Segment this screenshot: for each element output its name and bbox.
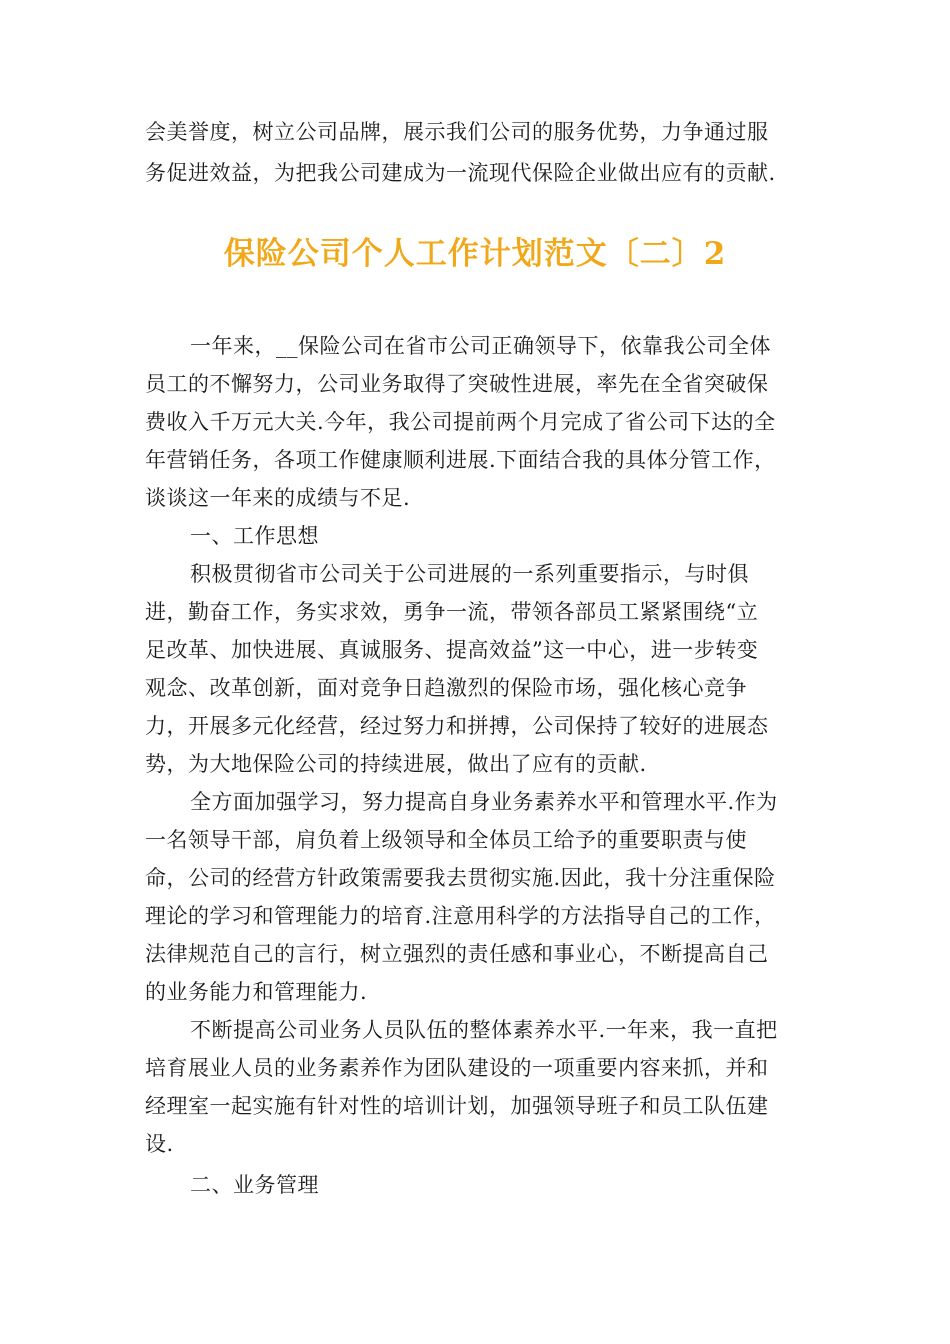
paragraph-line: 年营销任务，各项工作健康顺利进展.下面结合我的具体分管工作， — [145, 448, 776, 472]
paragraph-line: 一年来，__保险公司在省市公司正确领导下，依靠我公司全体 — [190, 334, 771, 358]
paragraph-line: 势，为大地保险公司的持续进展，做出了应有的贡献. — [145, 752, 647, 776]
paragraph-line: 足改革、加快进展、真诚服务、提高效益”这一中心，进一步转变 — [145, 638, 759, 662]
paragraph-line: 培育展业人员的业务素养作为团队建设的一项重要内容来抓，并和 — [145, 1056, 769, 1080]
section-heading: 一、工作思想 — [190, 524, 319, 548]
paragraph-line: 理论的学习和管理能力的培育.注意用科学的方法指导自己的工作， — [145, 904, 776, 928]
paragraph-line: 的业务能力和管理能力. — [145, 980, 368, 1004]
paragraph-line: 员工的不懈努力，公司业务取得了突破性进展，率先在全省突破保 — [145, 372, 769, 396]
paragraph-line: 进，勤奋工作，务实求效，勇争一流，带领各部员工紧紧围绕“立 — [145, 600, 759, 624]
paragraph-line: 法律规范自己的言行，树立强烈的责任感和事业心，不断提高自己 — [145, 942, 769, 966]
paragraph-line: 积极贯彻省市公司关于公司进展的一系列重要指示，与时俱 — [190, 562, 749, 586]
paragraph-line: 不断提高公司业务人员队伍的整体素养水平.一年来，我一直把 — [190, 1018, 778, 1042]
paragraph-line: 一名领导干部，肩负着上级领导和全体员工给予的重要职责与使 — [145, 828, 747, 852]
document-title: 保险公司个人工作计划范文〔二〕2 — [223, 236, 727, 272]
continuation-line: 务促进效益，为把我公司建成为一流现代保险企业做出应有的贡献. — [145, 161, 776, 185]
section-heading: 二、业务管理 — [190, 1173, 319, 1197]
paragraph-line: 观念、改革创新，面对竞争日趋激烈的保险市场，强化核心竞争 — [145, 676, 747, 700]
paragraph-line: 谈谈这一年来的成绩与不足. — [145, 486, 411, 510]
paragraph-line: 设. — [145, 1132, 174, 1156]
paragraph-line: 全方面加强学习，努力提高自身业务素养水平和管理水平.作为 — [190, 790, 778, 814]
continuation-line: 会美誉度，树立公司品牌，展示我们公司的服务优势，力争通过服 — [145, 120, 769, 144]
paragraph-line: 经理室一起实施有针对性的培训计划，加强领导班子和员工队伍建 — [145, 1094, 769, 1118]
paragraph-line: 命，公司的经营方针政策需要我去贯彻实施.因此，我十分注重保险 — [145, 866, 776, 890]
paragraph-line: 费收入千万元大关.今年，我公司提前两个月完成了省公司下达的全 — [145, 410, 776, 434]
paragraph-line: 力，开展多元化经营，经过努力和拼搏，公司保持了较好的进展态 — [145, 714, 769, 738]
